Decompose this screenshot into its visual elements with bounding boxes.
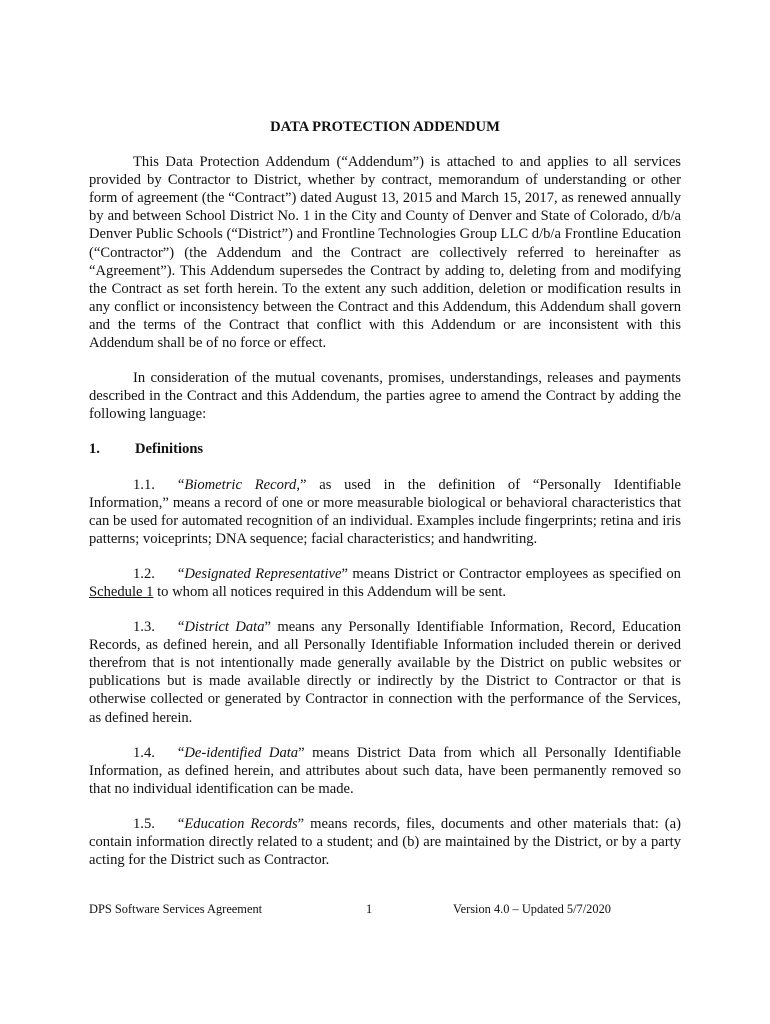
- document-title: DATA PROTECTION ADDENDUM: [270, 119, 500, 135]
- close-quote: ,”: [296, 476, 307, 493]
- definition-biometric-record: [89, 476, 681, 548]
- open-quote: “: [177, 815, 185, 832]
- close-quote: ”: [297, 815, 305, 832]
- close-quote: ”: [298, 744, 305, 761]
- definition-number: 1.2.: [133, 565, 155, 582]
- open-quote: “: [177, 619, 185, 636]
- definition-body: means District or Contractor employees as specified on: [347, 565, 681, 582]
- schedule-1-link[interactable]: Schedule 1: [89, 583, 154, 600]
- footer-agreement-name: DPS Software Services Agreement: [89, 902, 263, 916]
- definition-district-data: [89, 618, 681, 727]
- close-quote: ”: [264, 619, 271, 636]
- definition-number: 1.4.: [133, 744, 155, 761]
- open-quote: “: [177, 476, 185, 493]
- definition-education-records: [89, 815, 681, 869]
- definition-body-tail: to whom all notices required in this Addendum will be sent.: [153, 583, 507, 600]
- definition-number: 1.5.: [133, 815, 155, 832]
- definition-number: 1.3.: [133, 619, 155, 636]
- definition-body: means District Data from which all Personally Identifiable Information, as defined herein, and attributes about such data, have been permanently removed so that no individual identification can be made.: [89, 744, 681, 797]
- section-heading-definitions: [89, 440, 681, 458]
- defined-term: Biometric Record: [184, 476, 297, 493]
- defined-term: De-identified Data: [184, 744, 299, 761]
- footer-page-number: 1: [366, 902, 373, 916]
- close-quote: ”: [341, 565, 348, 582]
- definition-de-identified-data: [89, 744, 681, 798]
- definition-body: means any Personally Identifiable Information, Record, Education Records, as defined herein, and all Personally Identifiable Information included therein or derived therefrom that is not intentionally made generally available by the District on public websites or publications but is made available directly or indirectly by the District to Contractor or that is otherwise collected or generated by Contractor in connection with the performance of the Services, as defined herein.: [89, 619, 681, 726]
- definition-designated-representative: [89, 565, 681, 601]
- open-quote: “: [177, 744, 185, 761]
- definition-body: means records, files, documents and other materials that: (a) contain information directly related to a student; and (b) are maintained by the District, or by a party acting for the District such as Contractor.: [89, 815, 681, 869]
- footer-version: Version 4.0 – Updated 5/7/2020: [453, 902, 611, 916]
- document-page: [89, 118, 681, 886]
- section-title: Definitions: [135, 441, 204, 458]
- open-quote: “: [177, 565, 185, 582]
- defined-term: Education Records: [184, 815, 298, 832]
- defined-term: District Data: [184, 619, 265, 636]
- intro-paragraph: This Data Protection Addendum (“Addendum”) is attached to and applies to all services provided by Contractor to District, whether by contract, memorandum of understanding or other form of agreement (the “Contract”) dated August 13, 2015 and March 15, 2017, as renewed annually by and between School District No. 1 in the City and County of Denver and State of Colorado, d/b/a Denver Public Schools (“District”) and Frontline Technologies Group LLC d/b/a Frontline Education (“Contractor”) (the Addendum and the Contract are collectively referred to hereinafter as “Agreement”). This Addendum supersedes the Contract by adding to, deleting from and modifying the Contract as set forth herein. To the extent any such addition, deletion or modification results in any conflict or inconsistency between the Contract and this Addendum, this Addendum shall govern and the terms of the Contract that conflict with this Addendum or are inconsistent with this Addendum shall be of no force or effect.: [89, 154, 681, 352]
- definition-number: 1.1.: [133, 476, 155, 493]
- defined-term: Designated Representative: [184, 565, 342, 582]
- definition-body: as used in the definition of “Personally Identifiable Information,” means a record of one or more measurable biological or behavioral characteristics that can be used for automated recognition of an individual. Examples include fingerprints; retina and iris patterns; voiceprints; DNA sequence; facial characteristics; and handwriting.: [89, 476, 681, 547]
- section-number: 1.: [89, 441, 100, 458]
- consideration-paragraph: In consideration of the mutual covenants, promises, understandings, releases and payments described in the Contract and this Addendum, the parties agree to amend the Contract by adding the following language:: [89, 370, 681, 423]
